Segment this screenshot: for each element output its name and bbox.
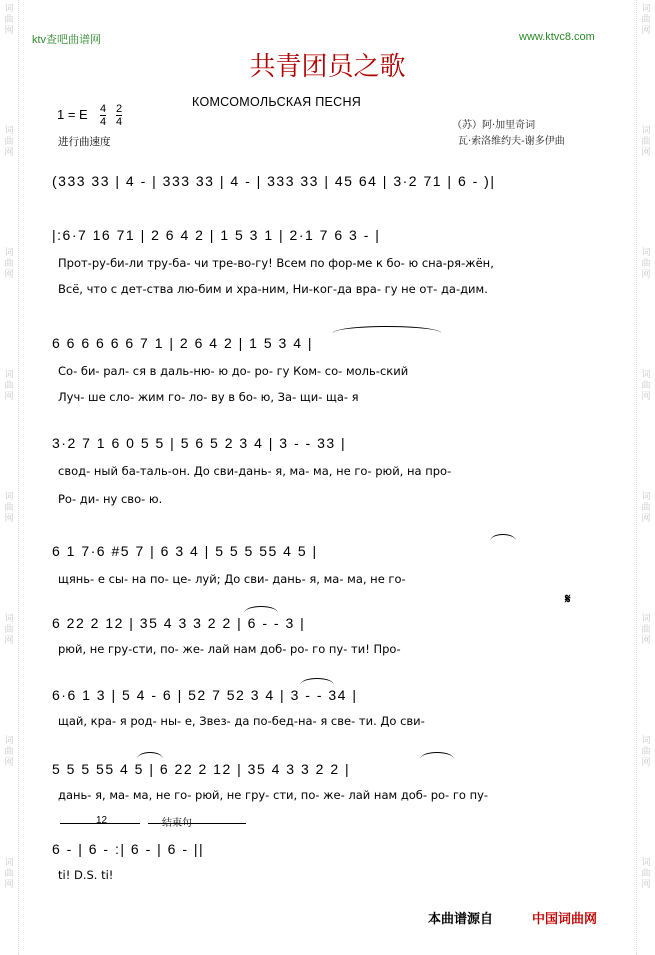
watermark-char: 网 (641, 270, 651, 280)
notation-row-1: (333 33 | 4 - | 333 33 | 4 - | 333 33 | 45 64 | 3·2 71 | 6 - )| (52, 173, 496, 189)
notation-row-3: 6 6 6 6 6 6 7 1 | 2 6 4 2 | 1 5 3 4 | (52, 335, 314, 351)
notation-row-6: 6 22 2 12 | 35 4 3 3 2 2 | 6 - - 3 | (52, 615, 306, 631)
watermark-char: 曲 (4, 137, 14, 147)
watermark-stack (2, 126, 16, 159)
song-title: 共青团员之歌 (249, 52, 406, 82)
watermark-char: 网 (4, 636, 14, 646)
watermark-char: 词 (641, 614, 651, 624)
composer-credit: 瓦·索洛维约夫-谢多伊曲 (458, 136, 565, 147)
watermark-char: 网 (641, 392, 651, 402)
watermark-char: 曲 (641, 15, 651, 25)
notation-row-4: 3·2 7 1 6 0 5 5 | 5 6 5 2 3 4 | 3 - - 33 | (52, 435, 347, 451)
segno-sign: 𝄋 (565, 592, 571, 607)
notation-row-9: 6 - | 6 - :| 6 - | 6 - || (52, 841, 205, 857)
watermark-char: 网 (4, 26, 14, 36)
watermark-char: 曲 (641, 381, 651, 391)
russian-title: КОМСОМОЛЬСКАЯ ПЕСНЯ (192, 95, 362, 109)
lyric-line: Ро- ди- ну сво- ю. (58, 492, 163, 506)
watermark-char: 网 (641, 758, 651, 768)
lyric-line: рюй, не гру-сти, по- же- лай нам доб- ро- го пу- ти! Про- (58, 642, 401, 656)
watermark-char: 曲 (4, 503, 14, 513)
watermark-stack (639, 492, 653, 525)
time-signature-2: 2 4 (116, 103, 123, 128)
volta-label: 12 (96, 815, 108, 826)
watermark-stack (639, 614, 653, 647)
watermark-char: 词 (641, 736, 651, 746)
notation-row-2: |:6·7 16 71 | 2 6 4 2 | 1 5 3 1 | 2·1 7 6 3 - | (52, 227, 381, 243)
source-label: 本曲谱源自 (428, 912, 494, 927)
watermark-char: 曲 (641, 503, 651, 513)
watermark-stack (639, 4, 653, 37)
watermark-char: 曲 (641, 625, 651, 635)
tempo-marking: 进行曲速度 (58, 136, 111, 148)
site-name-left[interactable]: ktv查吧曲谱网 (32, 34, 102, 46)
lyric-line: щай, кра- я род- ны- е, Звез- да по-бед-на- я све- ти. До сви- (58, 714, 425, 728)
watermark-char: 词 (4, 370, 14, 380)
lyricist-credit: （苏）阿·加里奇词 (452, 120, 536, 131)
slur (333, 326, 441, 333)
left-border (18, 0, 20, 955)
slur (490, 534, 516, 541)
watermark-stack (639, 370, 653, 403)
watermark-char: 词 (641, 370, 651, 380)
watermark-char: 词 (4, 492, 14, 502)
watermark-char: 网 (4, 392, 14, 402)
watermark-char: 词 (641, 858, 651, 868)
watermark-char: 词 (4, 4, 14, 14)
source-site-link[interactable]: 中国词曲网 (532, 912, 598, 927)
right-border (636, 0, 638, 955)
watermark-stack (639, 858, 653, 891)
watermark-char: 曲 (4, 15, 14, 25)
lyric-line: Со- би- рал- ся в даль-ню- ю до- ро- гу Ком- со- моль-ский (58, 364, 409, 378)
watermark-char: 网 (4, 148, 14, 158)
watermark-stack (2, 614, 16, 647)
notation-row-8: 5 5 5 55 4 5 | 6 22 2 12 | 35 4 3 3 2 2 | (52, 761, 351, 777)
watermark-stack (639, 126, 653, 159)
watermark-stack (2, 736, 16, 769)
watermark-char: 曲 (4, 259, 14, 269)
watermark-char: 网 (4, 758, 14, 768)
lyric-line: свод- ный ба-таль-он. До сви-дань- я, ма- ма, не го- рюй, на про- (58, 464, 452, 478)
watermark-char: 曲 (4, 869, 14, 879)
watermark-char: 词 (641, 492, 651, 502)
slur (420, 752, 454, 759)
watermark-char: 网 (4, 880, 14, 890)
slur (137, 752, 163, 759)
notation-row-7: 6·6 1 3 | 5 4 - 6 | 52 7 52 3 4 | 3 - - 34 | (52, 687, 358, 703)
watermark-char: 词 (4, 248, 14, 258)
watermark-char: 词 (4, 858, 14, 868)
watermark-stack (2, 370, 16, 403)
watermark-char: 词 (4, 614, 14, 624)
watermark-char: 词 (4, 126, 14, 136)
watermark-char: 曲 (641, 747, 651, 757)
lyric-line: щянь- е сы- на по- це- луй; До сви- дань- я, ма- ма, не го- (58, 572, 406, 586)
site-url-right[interactable]: www.ktvc8.com (519, 31, 595, 43)
lyric-line: Всё, что с дет-ства лю-бим и хра-ним, Ни-ког-да вра- гу не от- да-дим. (58, 282, 488, 296)
watermark-stack (639, 736, 653, 769)
watermark-char: 网 (641, 514, 651, 524)
lyric-line: ti! D.S. ti! (58, 868, 114, 882)
watermark-char: 曲 (641, 259, 651, 269)
slur (300, 678, 334, 685)
key-signature: 1 = E (57, 107, 88, 122)
watermark-char: 网 (4, 514, 14, 524)
watermark-stack (2, 858, 16, 891)
ending-label: 结束句 (162, 818, 192, 829)
watermark-stack (2, 4, 16, 37)
watermark-stack (2, 248, 16, 281)
watermark-char: 曲 (641, 869, 651, 879)
watermark-char: 曲 (4, 381, 14, 391)
watermark-char: 曲 (641, 137, 651, 147)
notation-row-5: 6 1 7·6 #5 7 | 6 3 4 | 5 5 5 55 4 5 | (52, 543, 318, 559)
watermark-stack (639, 248, 653, 281)
lyric-line: Прот-ру-би-ли тру-ба- чи тре-во-гу! Всем по фор-ме к бо- ю сна-ря-жён, (58, 256, 494, 270)
watermark-char: 网 (4, 270, 14, 280)
watermark-char: 网 (641, 880, 651, 890)
watermark-char: 词 (641, 248, 651, 258)
watermark-stack (2, 492, 16, 525)
lyric-line: Луч- ше сло- жим го- ло- ву в бо- ю, За- щи- ща- я (58, 390, 359, 404)
slur (244, 606, 278, 613)
watermark-char: 词 (641, 126, 651, 136)
watermark-char: 网 (641, 636, 651, 646)
watermark-char: 词 (641, 4, 651, 14)
watermark-char: 网 (641, 26, 651, 36)
lyric-line: дань- я, ма- ма, не го- рюй, не гру- сти, по- же- лай нам доб- ро- го пу- (58, 788, 489, 802)
watermark-char: 词 (4, 736, 14, 746)
watermark-char: 曲 (4, 747, 14, 757)
time-signature-1: 4 4 (100, 103, 107, 128)
watermark-char: 曲 (4, 625, 14, 635)
watermark-char: 网 (641, 148, 651, 158)
